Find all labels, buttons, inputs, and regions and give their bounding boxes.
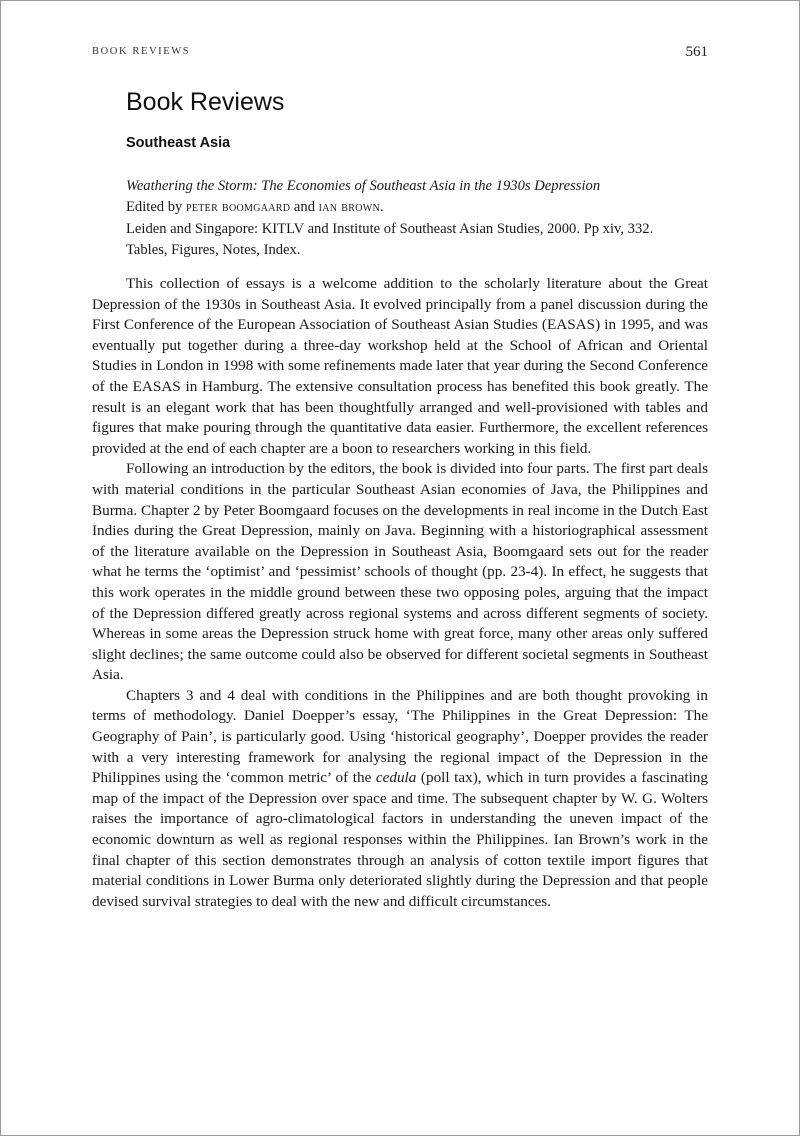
section-title: Book Reviews <box>126 88 285 116</box>
publisher-line: Tables, Figures, Notes, Index. <box>126 241 301 258</box>
editor-name: ian brown <box>318 199 380 216</box>
editors-line <box>126 197 696 218</box>
book-citation <box>126 176 696 261</box>
page-number: 561 <box>685 44 708 60</box>
paragraph-text: (poll tax), which in turn provides a fascinating map of the impact of the Depression over space and time. The subsequent chapter by W. G. Wolters raises the importance of agro-climatological factors in understanding the uneven impact of the economic downturn as well as regional responses within the Philippines. Ian Brown’s work in the final chapter of this section demonstrates through an analysis of cotton textile import figures that material conditions in Lower Burma only deteriorated slightly during the Depression and that people devised survival strategies to deal with the new and difficult circumstances. <box>92 769 708 910</box>
editor-name: peter boomgaard <box>186 199 291 216</box>
body-paragraph: Following an introduction by the editors, the book is divided into four parts. The first part deals with material conditions in the particular Southeast Asian economies of Java, the Philippines and Burma. Chapter 2 by Peter Boomgaard focuses on the developments in real income in the Dutch East Indies during the Great Depression, mainly on Java. Beginning with a historiographical assessment of the literature available on the Depression in Southeast Asia, Boomgaard sets out for the reader what he terms the ‘optimist’ and ‘pessimist’ schools of thought (pp. 23-4). In effect, he suggests that this work operates in the middle ground between these two opposing poles, arguing that the impact of the Depression differed greatly across regional systems and across different segments of society. Whereas in some areas the Depression struck home with great force, many other areas only suffered slight declines; the same outcome could also be observed for different societal segments in Southeast Asia. <box>92 460 708 684</box>
editors-period: . <box>380 199 384 216</box>
body-paragraph: This collection of essays is a welcome addition to the scholarly literature about the Great Depression of the 1930s in Southeast Asia. It evolved principally from a panel discussion during the First Conference of the European Association of Southeast Asian Studies (EASAS) in 1995, and was eventually put together during a three-day workshop held at the School of African and Oriental Studies in London in 1998 with some refinements made later that year during the Second Conference of the EASAS in Hamburg. The extensive consultation process has benefited this book greatly. The result is an elegant work that has been thoughtfully arranged and well-provisioned with tables and figures that make pouring through the quantitative data easier. Furthermore, the excellent references provided at the end of each chapter are a boon to researchers working in this field. <box>92 275 708 457</box>
paragraph-text: Chapters 3 and 4 deal with conditions in the Philippines and are both thought provoking in terms of methodology. Daniel Doepper’s essay, ‘The Philippines in the Great Depression: The Geography of Pain’, is particularly good. Using ‘historical geography’, Doepper provides the reader with a very interesting framework for analysing the regional impact of the Depression in the Philippines using the ‘common metric’ of the <box>92 686 708 787</box>
book-title: Weathering the Storm: The Economies of Southeast Asia in the 1930s Depression <box>126 178 601 194</box>
running-head: BOOK REVIEWS <box>92 46 191 57</box>
body-paragraph <box>92 686 708 913</box>
review-body <box>92 274 708 912</box>
and-word: and <box>290 199 319 216</box>
edited-by-label: Edited by <box>126 199 186 216</box>
publisher-line: Leiden and Singapore: KITLV and Institute of Southeast Asian Studies, 2000. Pp xiv, 332. <box>126 220 654 237</box>
subsection-title: Southeast Asia <box>126 135 231 151</box>
italic-term: cedula <box>375 769 417 787</box>
